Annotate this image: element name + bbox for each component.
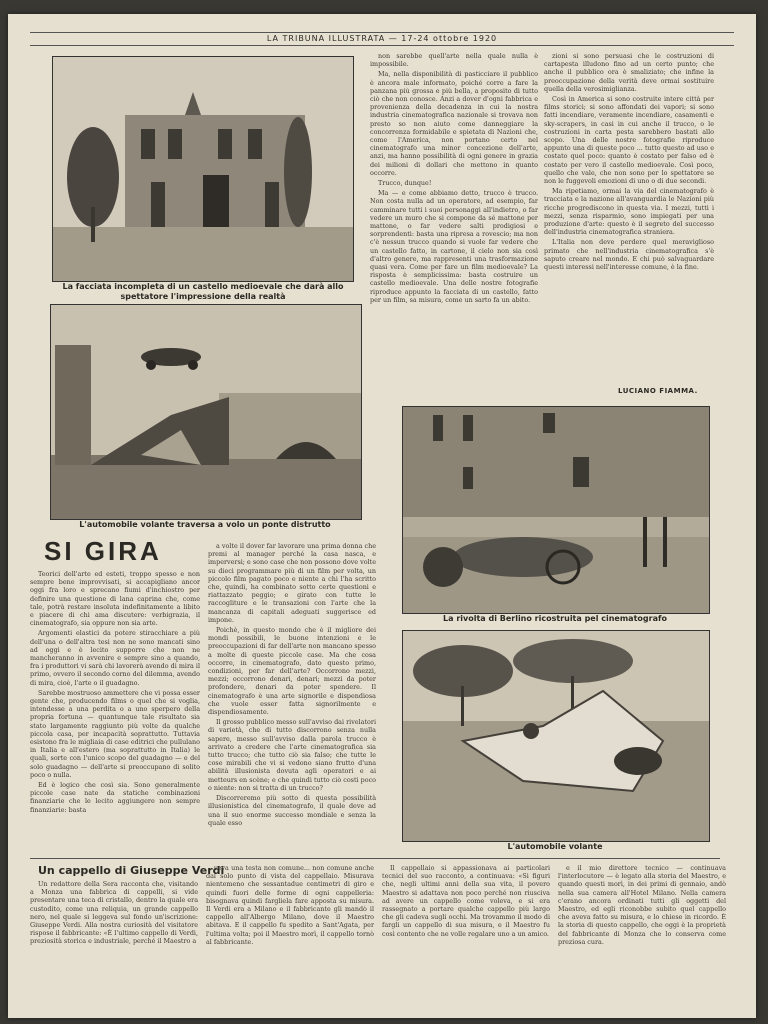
photo-castle-facade (52, 56, 354, 282)
article1-column-1 (30, 570, 200, 850)
article1-column-3 (370, 52, 538, 402)
paragraph: Trucco, dunque! (378, 179, 432, 188)
paragraph: non sarebbe quell'arte nella quale nulla è impossibile. (370, 52, 538, 69)
paragraph: Ed è logico che così sia. Sono generalmente piccole case nate da statiche combinazioni finanziarie che le lecito aggiungere non sempre finanziarie: basta (30, 781, 200, 814)
paragraph: Poichè, in questo mondo che è il migliore dei mondi possibili, le buone intenzioni e le preoccupazioni di far dell'arte non mancano spesso a molte di queste piccole case. Ma che cosa occorre, in cinematografo, dato questo primo, condizioni, per far dell'arte? Occorrono mezzi, mezzi; occorrono denari, denari; mezzi da poter profondere, denari da poter spendere. Il cinematografo è una arte signorile e dispendiosa che vuole esser fatta signorilmente e dispendiosamente. (208, 626, 376, 717)
section-divider (30, 858, 720, 859)
author-signature: LUCIANO FIAMMA. (618, 387, 698, 395)
caption-castle: La facciata incompleta di un castello medioevale che darà allo spettatore l'impressione della realtà (62, 282, 344, 301)
paragraph: a volte il dover far lavorare una prima donna che premi al manager perché la casa nasca, e imperversi; e sono case che non possono dove volte su dieci programmare più di un film per volta, un piccolo film pagato poco e niente a chi l'ha scritto che, quindi, ha combinato sotto certe questioni e riattazzato peggio; e girato con tutte le raccogliture e le transazioni con l'arte che la mancanza di capitali adeguati suggerisce ed impone. (208, 542, 376, 624)
paragraph: Il cappellaio si appassionava ai particolari tecnici del suo racconto, a continuava: «Si figuri che, negli ultimi anni della sua vita, il povero Maestro si adattava non poco perché non riusciva ad avere un cappello come voleva, e si era rassegnato a portare qualche cappello più largo che gli cadeva sugli occhi. Ma trovammo il modo di fargli un cappello di sua misura, e il Maestro fu così contento che ne volle regalare uno a un amico. (382, 864, 550, 938)
paragraph: Discorreremo più sotto di questa possibilità illusionistica del cinematografo, il quale deve ad una il suo enorme successo mondiale e senza la quale esso (208, 794, 376, 827)
article2-column-3 (382, 864, 550, 1010)
paragraph: Teorici dell'arte ed esteti, troppo spesso e non sempre bene improvvisati, si accapigliano ancor oggi fra loro e sprecano fiumi d'inchiostro per definire una questione di lana caprina che, come tale, potrà restare insoluta indefinitamente a libito e piacere di chi ama discutere: verbigrazia, il cinematografo, sia oppure non sia arte. (30, 570, 200, 628)
paragraph: L'Italia non deve perdere quel meraviglioso primato che nell'industria cinematografica s'è saputo creare nel mondo. E chi può salvaguardare questi interessi nell'interesse comune, è la fine. (544, 238, 714, 272)
article-title-cappello-verdi: Un cappello di Giuseppe Verdi (38, 864, 225, 877)
photo-flying-automobile (402, 630, 710, 842)
paragraph: e il mio direttore tecnico — continuava l'interlocutore — è legato alla storia del Maestro, e quando questi morì, in dei primi di gennaio, andò nella sua camera all'Hotel Milano. Nella camera c'erano ancora ordinati tutti gli oggetti del Maestro, ed egli riconobbe subito quel cappello che aveva fatto su misura, e lo chiese in ricordo. È la storia di questo cappello, che oggi è la proprietà del fabbricante di Monza che lo conserva come preziosa cura. (558, 864, 726, 946)
paragraph: Così in America si sono costruite intere città per films storici; si sono affondati dei vapori; si sono fatti incendiare, veramente incendiare, casamenti e sky-scrapers, in casi in cui anche il trucco, o le costruzioni in carta pesta sarebbero bastati allo scopo. Una delle nostre fotografie riproduce appunto una di queste poco ... tutto questo ad uso e costato quel poco: quanto è costato per falso ed è costato per vero il castello medioevale. Così poco, quello che vale, che non sono per lo spettatore se non le fuggevoli emozioni di uno o di due secondi. (544, 95, 714, 186)
caption-flying-car-bridge: L'automobile volante traversa a volo un ponte distrutto (79, 520, 331, 529)
paragraph: veva una testa non comune... non comune anche dal solo punto di vista del cappellaio. Misurava nientemeno che sessantadue centimetri di giro e quindi fuori delle forme di ogni cappelleria: bisognava quindi fargliela fare apposta su misura. Il Verdi era a Milano e il fabbricante gli mandò il cappello all'Albergo Milano, dove il Maestro abitava. E il cappello fu spedito a Sant'Agata, per l'ultima volta; poi il Maestro morì, il cappello tornò al fabbricante. (206, 864, 374, 946)
paragraph: Un redattore della Sera racconta che, visitando a Monza una fabbrica di cappelli, si vide presentare una teca di cristallo, dentro la quale era custodito, come una reliquia, un grande cappello nero, nel quale si leggeva sul fondo un'iscrizione: Giuseppe Verdi. Alla nostra curiosità del visitatore rispose il fabbricante: «È l'ultimo cappello di Verdi, preziosità storica e industriale, perché il Maestro a (30, 880, 198, 946)
paragraph: zioni si sono persuasi che le costruzioni di cartapesta illudono fino ad un certo punto; che anche il pubblico ora è smaliziato; che infine la preoccupazione della verità deve ormai sostituire quella della verosimiglianza. (544, 52, 714, 93)
paragraph: Ma, nella disponibilità di pasticciare il pubblico è ancora male informato, poiché corre a fare la panzana più grossa e più bella, a proposito di tutto ciò che non conosce. Anzi a dover d'ogni fabbrica e provenienza della decadenza in cui la nostra industria cinematografica nazionale si trovava non presto so non aiuto come danneggiare la concorrenza formidabile e spietata di Nazioni che, come l'America, non portano certo nel cinematografo una minor concezione dell'arte, anzi, ma hanno possibilità di ogni genere in grazia dei milioni di dollari che mettono in quanto occorre. (370, 70, 538, 177)
paragraph: Sarebbe mostruoso ammettere che vi possa esser gente che, producendo films o quel che si voglia, intendesse a una perdita o a uno sperpero della propria fortuna — quantunque tale risultato sia stato largamente raggiunto più volte da qualche piccola casa, per incapacità soprattutto. Tuttavia esistono fra le migliaia di case editrici che pullulano in Italia e all'estero (ma soprattutto in Italia) le quali, sorte con l'unico scopo del guadagno — e del solo guadagno — dell'arte si preoccupano di solito poco o nulla. (30, 688, 200, 779)
photo-flying-car-bridge (50, 304, 362, 520)
paragraph: Ma — e come abbiamo detto, trucco è trucco. Non costa nulla ad un operatore, ad esempio, far camminare tutti i suoi personaggi all'indietro, o far vedere un muro che si compone da sé mattone per mattone, o far vedere salti prodigiosi e sorprendenti: basta una ripresa a rovescio; ma non c'è nessun trucco quando si vuole far vedere che un castello fatto, in cartone, il cielo non sia così d'altro genere, ma rappresenti una trasformazione quasi vera. Come per fare un film medioevale? La risposta è semplicissima: basta costruire un castello medioevale. Una delle nostre fotografie riproduce appunto la facciata di un castello, fatto per un film, sa misura, come un sarto fa un abito. (370, 189, 538, 304)
newspaper-page (8, 14, 756, 1018)
photo-berlin-revolt (402, 406, 710, 614)
paragraph: Il grosso pubblico messo sull'avviso dai rivelatori di varietà, che di tutto discorrono senza nulla sapere, messo sull'avviso dalla parola trucco è arrivato a credere che l'arte cinematografica sia tutto trucco; che tutto ciò sia falso; che tutte le cose mirabili che vi si vedono siano frutto d'una abilità illusionista dovuta agli operatori e ai metteurs en scène; e che quindi tutto ciò costi poco o niente: non si tratta di un trucco? (208, 718, 376, 792)
article2-column-1 (30, 880, 198, 1010)
paragraph: Argomenti elastici da potere stiracchiare a più dell'una o dell'altra tesi non ne sono mancati sino ad oggi e è lecito supporre che non ne mancheranno in avvenire e sempre sino a quando, fra i produttori vi sarà chi lavorerà avendo di mira il primo, ovvero il secondo corno del dilemma, avendo di mira, cioè, l'arte o il guadagno. (30, 629, 200, 687)
article2-column-4 (558, 864, 726, 1010)
caption-flying-automobile: L'automobile volante (507, 842, 603, 851)
article1-column-4 (544, 52, 714, 382)
caption-berlin-revolt: La rivolta di Berlino ricostruita pel cinematografo (443, 614, 667, 623)
article-title-si-gira: SI GIRA (44, 536, 162, 566)
page-header: LA TRIBUNA ILLUSTRATA — 17-24 ottobre 1920 (30, 32, 734, 46)
paragraph: Ma ripetiamo, ormai la via del cinematografo è tracciata e la nazione all'avanguardia le Nazioni più ricche progrediscono in questa via. I mezzi, tutti i mezzi, senza risparmio, sono impiegati per una produzione d'arte: questo è il segreto del successo dell'industria cinematografica straniera. (544, 187, 714, 237)
article2-column-2 (206, 864, 374, 1010)
article1-column-2 (208, 542, 376, 850)
